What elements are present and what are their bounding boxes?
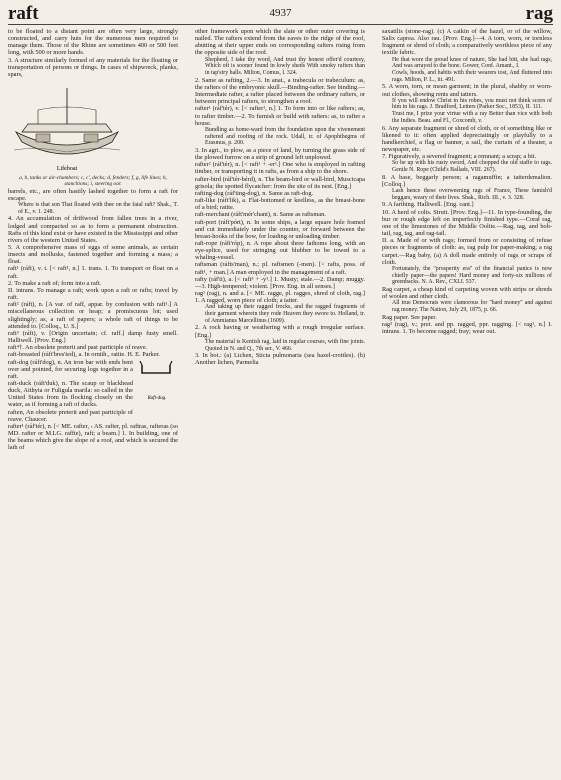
lifeboat-illustration	[8, 80, 126, 172]
entry-text: Rag paper. See paper.	[382, 313, 437, 321]
entry-text: 2. A rock having or weathering with a rough irregular surface. [Eng.]	[195, 324, 365, 339]
entry-text: 7. Figuratively, a severed fragment; a remnant; a scrap; a bit.	[382, 153, 537, 161]
page-header	[8, 3, 553, 25]
entry-text: 8. A base, beggarly person; a ragamuffin; a tatterdemalion. [Colloq.]	[382, 173, 552, 188]
quotation: He that wore the proud knee of nature, She had bitt, she had rags, And was arrayed to the bone. Gower, Conf. Amant., I.	[392, 56, 552, 70]
entry-text: Rag carpet, a cheap kind of carpeting woven with strips or shreds of woolen and other cloth.	[382, 285, 552, 301]
quotation: Bundling as home-ward from the foundation upon the vivenement raftered and roofing of the rock. Udall, tr. of Apophthegms of Erasmus, p. 200.	[205, 126, 365, 147]
quotation: All true Democrats were clamorous for "hard money" and against rag money. The Nation, July 29, 1875, p. 66.	[392, 300, 552, 313]
entry-text: raften, An obsolete preterit and past participle of reave. Chaucer.	[8, 408, 133, 423]
quotation: Where is that son That floated with thee on the fatal raft? Shak., T. of E., v. 1. 248.	[18, 201, 178, 215]
entry-text: rafter¹ (ráf'tér), n. [< ME. rafter, ‹ AS. rafter, pl. raftras, rafteras (so MD. rafter or M.LG. raffte), raft; a beam.] 1. In building, one of the beams which give the slope of a roof, and which is secured the lath of	[8, 422, 178, 452]
quotation: And taking up their ragged frocks, and the ragged fragments of their garment wherein they rode Heaven they swore to. Holland, tr. of Ammianus Marcellinus (1609).	[205, 304, 365, 324]
entry-text: raftsman (ráfts'man), n.; pl. raftsmen (-men). [< rafts, poss. of raft¹, + man.] A man employed in the management of a raft.	[195, 261, 365, 276]
quotation: Shepherd, I take thy word, And trust thy honest offer'd courtesy, Which oft is sooner found in lowly sheds With smoky rafters than in tap'stry halls. Milton, Comus, l. 324.	[205, 56, 365, 77]
entry-text: raft-breasted (ráft'bres'ted), a. In ornith., ratite. H. E. Parker.	[8, 351, 161, 359]
entry-text: rafter-bird (ráf'tér-bérd), n. The beam-bird or wall-bird, Muscicapa grisola; the spotted flycatcher: from the site of its nest. [Eng.]	[195, 175, 365, 190]
entry-text: raft² (ráft), n. [A var. of raff, appar. by confusion with raft¹.] A miscellaneous collection or heap; a promiscuous lot; used slightingly; as, a raft of papers; a whole raft of things to be attended to. [Colloq., U. S.]	[8, 301, 178, 330]
entry-text: 3. In bot.: (a) Lichen, Sticta pulmonaria (sea hazel-crottles). (b) Another lichen, Parmelia	[195, 352, 365, 367]
entry-text: rag¹ (rag), n. and a. [< ME. ragge, pl. ragges, shred of cloth, rag.] 1. A ragged, worn piece of cloth; a tatter.	[195, 290, 365, 305]
entry-text: saxatilis (stone-rag). (c) A catkin of the hazel, or of the willow, Salix caprea. Also rau. [Prov. Eng.]—4. A torn, worn, or tornless fragment or shred of cloth; a comparatively worthless piece of any textile fabric.	[382, 28, 552, 57]
entry-text: raft-like (ráft'lik), a. Flat-bottomed or keelless, as the breast-bone of a bird; ratite.	[195, 197, 365, 212]
entry-text: 2. Same as rafting, 2.—3. In anat., a trabecula or trabeculum: as, the rafters of the embryonic skull.—Binding-rafter. See binding.—Intermediate rafter, a rafter placed between the ordinary rafters, or between principal rafters, to strengthen a roof.	[195, 76, 365, 106]
entry-text: raft¹ (ráft), v. t. [< raft¹, n.] 1. trans. 1. To transport or float on a raft.	[8, 265, 178, 280]
quotation: Trust me, I prize your virtue with a ray Better than vice with both the Indies. Beau. and Fl., Coxcomb, v.	[392, 111, 552, 124]
raft-dog-illustration	[136, 359, 178, 409]
quotation: The material is Kentish rag, laid in regular courses, with fine joints. Quoted in N. and Q., 7th ser., V. 466.	[205, 338, 365, 352]
entry-text: 9. A farthing. Halliwell. [Eng. cant.]	[382, 201, 474, 209]
quotation: So be up with his rusty sword, And chopped the old staffe to rags. Gentle N. Rope (Child's Ballads, VIII. 267).	[392, 160, 552, 174]
entry-text: 2. To make a raft of; form into a raft.	[8, 279, 102, 287]
entry-text: 3. A structure similarly formed of any materials for the floating or transportation of persons or things. In cases of shipwreck, planks, spars,	[8, 56, 178, 78]
page-number: 4937	[269, 7, 292, 19]
figure-caption: a, b, tanks or air-chambers; c, c', decks; d, fenders; f, g, life lines; h, stanchions; i, steering oar.	[19, 175, 167, 188]
entry-text: II. intrans. To manage a raft; work upon a raft or rafts; travel by raft.	[8, 286, 178, 302]
entry-text: 5. A worn, torn, or mean garment; in the plural, shabby or worn-out clothes, showing rents and tatters.	[382, 83, 552, 98]
quotation: Cowls, hoods, and habits with their wearers tost, And fluttered into rags. Milton, P. L., iii. 491.	[392, 70, 552, 83]
header-left-guide-word: raft	[8, 3, 39, 24]
entry-text: to be floated to a distant point are often very large, strongly constructed, and carry huts for the numerous men required to manage them. Those of the Rhine are sometimes 400 or 500 feet long, with 500 or more hands.	[8, 28, 178, 57]
header-rule	[8, 24, 553, 25]
column-1	[8, 28, 178, 776]
header-right-guide-word: rag	[525, 3, 553, 24]
entry-text: raft-rope (ráft'róp), n. A rope about three fathoms long, with an eye-splice, used for stringing out blubber to be towed to a whaling-vessel.	[195, 239, 365, 262]
entry-text: 4. An accumulation of driftwood from fallen trees in a river, lodged and compacted so as to form a permanent obstruction. Rafts of this kind exist or have existed in the Mississippi and other rivers of the western United States.	[8, 215, 178, 244]
figure-label: Lifeboat	[56, 166, 78, 173]
entry-text: rafter¹ (ráf'tér), v. [< rafter¹, n.] 1. To form into or like rafters; as, to rafter timber.—2. To furnish or build with rafters: as, to rafter a house.	[195, 105, 365, 127]
entry-text: raft³ (ráft), v. [Origin uncertain; cf. raff.] damp fusty smell. Halliwell. [Prov. Eng.]	[8, 329, 178, 345]
entry-text: rafter² (ráf'tér), n. [< raft¹ + -er¹.] One who is employed in rafting timber, or transporting it in rafts, as from a ship to the shore.	[195, 161, 365, 176]
quotation: Fortunately, the "prosperity era" of the financial panics is now chiefly paper—the papers! Hard money and forty-six millions of greenbacks. N. A. Rev., CXLI. 537.	[392, 265, 552, 286]
entry-text: 10. A herd of colts. Strutt. [Prov. Eng.]—11. In type-founding, the bur or rough edge left on imperfectly finished type.—Coral rag, one of the limestones of the Middle Oolite.—Rag, tag, and bob-tail, rag, tag, and rag-tail.	[382, 208, 552, 238]
entry-text: rafty (ráf'ti), a. [< raft³ + -y¹.] 1. Musty; stale.—2. Damp; muggy.—3. High-tempered; violent. [Prov. Eng. in all senses.]	[195, 275, 365, 290]
entry-text: 6. Any separate fragment or shred of cloth, or of something like or likened to it: often applied depreciatingly or playfully to a handkerchief, a flag or banner, a sail, the curtain of a theater, a newspaper, etc.	[382, 124, 552, 154]
entry-text: raft-duck (ráft'duk), n. The scaup or blackhead duck, Aithyia or Fuligula marila: so called in the United States from its flocking closely on the water, as if forming a raft of ducks.	[8, 379, 133, 409]
quotation: If you will endow Christ in his robes, you must not think scorn of him in his rags. J. Bradford, Letters (Parker Soc., 1853), II. 111.	[392, 97, 552, 111]
raft-dog-label: Raft-dog.	[147, 395, 167, 401]
entry-text: 5. A comprehensive mass of eggs of some animals, as certain insects and mollusks, fastened together and forming a mass; a float.	[8, 244, 178, 266]
entry-text: II. a. Made of or with rags; formed from or consisting of refuse pieces or fragments of cloth: as, rag pulp for paper-making; a rag carpet.—Rag baby, (a) A doll made entirely of rags or scraps of cloth.	[382, 237, 552, 266]
column-2	[195, 28, 365, 776]
column-3	[382, 28, 552, 776]
quotation: Lash hence these overweening rags of France, These famish'd beggars, weary of their lives. Shak., Rich. III., v. 3. 328.	[392, 188, 552, 201]
dictionary-columns	[8, 28, 553, 776]
entry-text: 3. In agri., to plow, as a piece of land, by turning the grass side of the plowed furrow on a strip of ground left unplowed.	[195, 146, 365, 162]
entry-text: raft-port (ráft'pórt), n. In some ships, a large square hole framed and cut immediately under the counter, or forward between the breast-hooks of the bow, for loading or unloading timber.	[195, 218, 365, 240]
entry-text: rafting-dog (ráf'ting-dog), n. Same as raft-dog.	[195, 189, 314, 197]
entry-text: raft-dog (ráft'dog), n. An iron bar with ends bent over and pointed, for securing logs together in a raft.	[8, 358, 133, 380]
entry-text: raft⁴†. An obsolete preterit and past participle of reave.	[8, 344, 148, 352]
entry-text: barrels, etc., are often hastily lashed together to form a raft for escape.	[8, 187, 178, 202]
entry-text: other framework upon which the slate or other outer covering is nailed. The rafters extend from the eaves to the ridge of the roof, abutting at their upper ends on corresponding rafters rising from the opposite side of the roof.	[195, 28, 365, 57]
entry-text: rag² (rag), v.; pret. and pp. ragged, ppr. ragging. [< rag¹, n.] I. intrans. 1. To become ragged; fray; wear out.	[382, 320, 552, 336]
entry-text: raft-merchant (ráft'mér'chant), n. Same as raftsman.	[195, 211, 326, 219]
